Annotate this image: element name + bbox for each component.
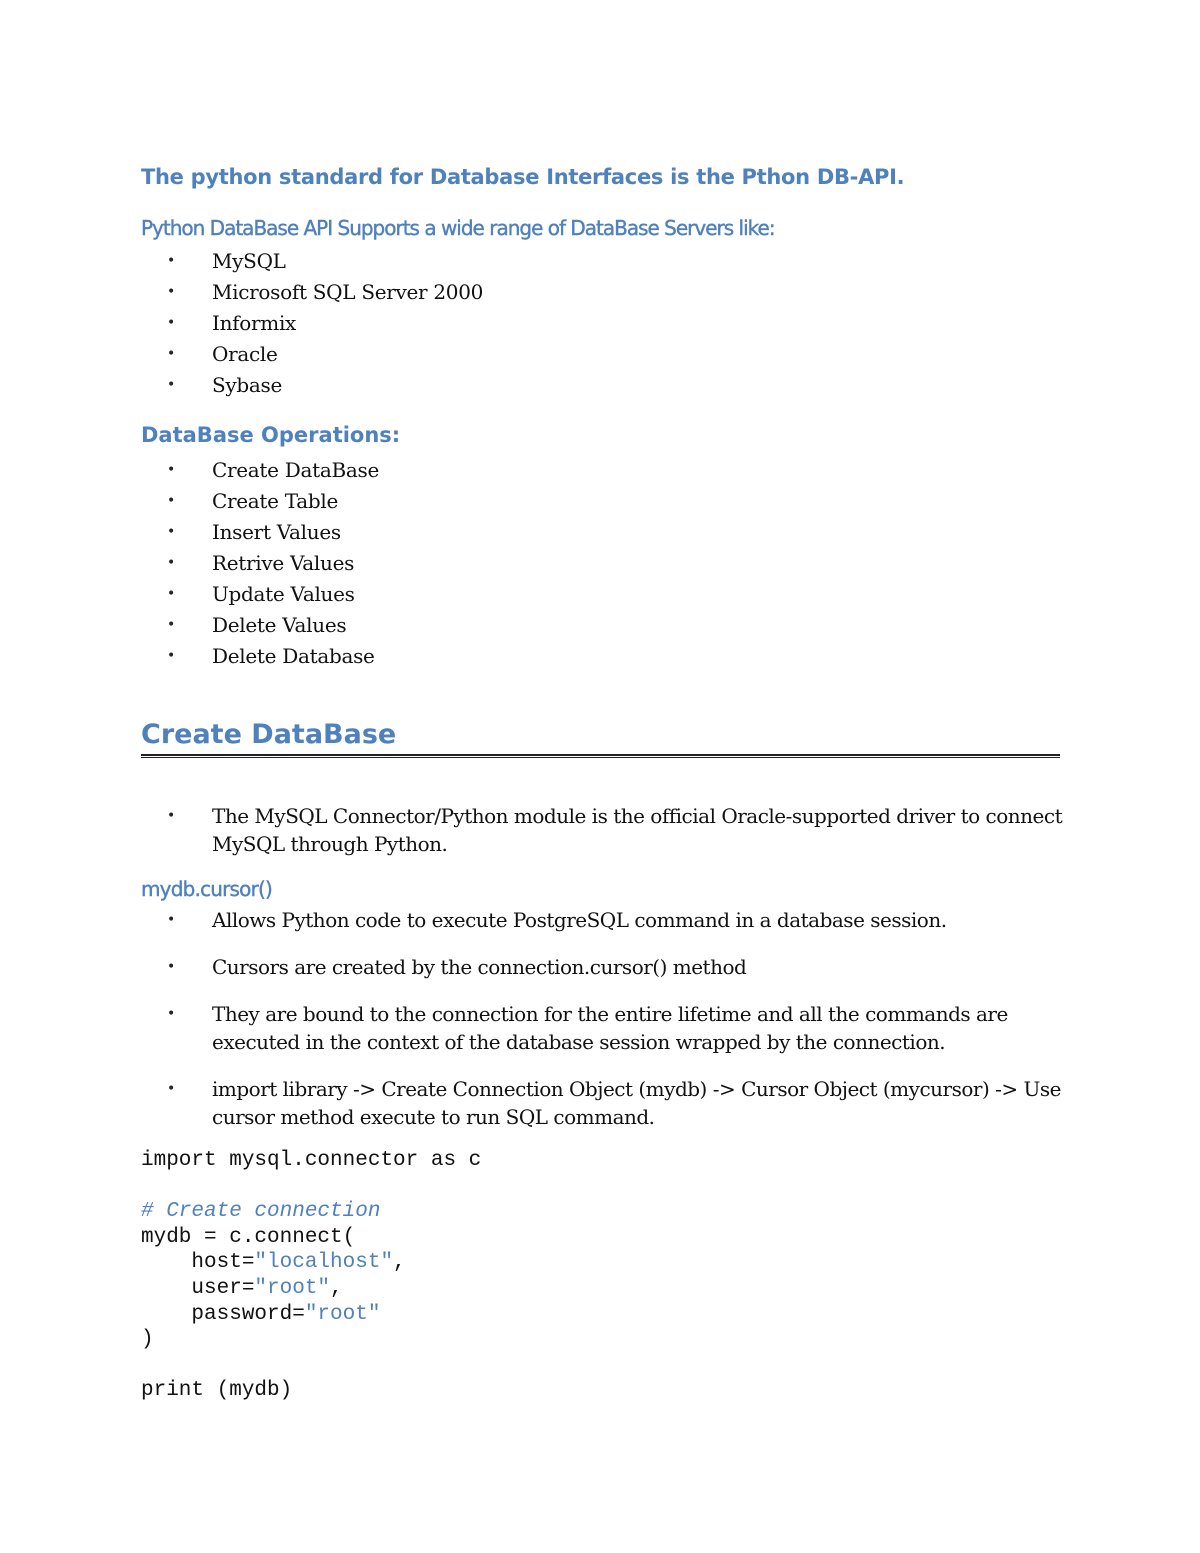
bullet-icon: • <box>167 808 175 824</box>
bullet-icon: • <box>167 493 175 509</box>
cursor-list <box>0 906 1072 1150</box>
servers-list <box>0 246 1072 401</box>
list-item: • Create Table <box>0 486 1072 517</box>
bullet-icon: • <box>167 912 175 928</box>
code-password-key: password= <box>141 1302 305 1326</box>
bullet-icon: • <box>167 1081 175 1097</box>
list-item: • They are bound to the connection for the entire lifetime and all the commands are executed in the context of the database session wrapped by the connection. <box>167 1002 1008 1054</box>
bullet-icon: • <box>167 346 175 362</box>
bullet-icon: • <box>167 586 175 602</box>
bullet-icon: • <box>167 462 175 478</box>
list-item: • The MySQL Connector/Python module is the official Oracle-supported driver to connect MySQL through Python. <box>167 804 1063 856</box>
bullet-icon: • <box>167 284 175 300</box>
list-item: • Insert Values <box>0 517 1072 548</box>
connector-list <box>0 802 1072 877</box>
operations-list <box>0 455 1072 672</box>
code-line-print: print (mydb) <box>141 1379 293 1403</box>
section-divider <box>141 754 1060 758</box>
list-item: • Create DataBase <box>0 455 1072 486</box>
code-line-import: import mysql.connector as c <box>141 1149 482 1172</box>
operations-heading: DataBase Operations: <box>141 423 401 447</box>
intro-title: The python standard for Database Interfaces is the Pthon DB-API. <box>141 165 905 189</box>
bullet-icon: • <box>167 377 175 393</box>
list-item: • Cursors are created by the connection.cursor() method <box>167 955 747 979</box>
code-close-paren: ) <box>141 1328 154 1352</box>
cursor-heading: mydb.cursor() <box>141 877 273 901</box>
list-item: • Oracle <box>0 339 1072 370</box>
bullet-icon: • <box>167 555 175 571</box>
bullet-icon: • <box>167 959 175 975</box>
bullet-icon: • <box>167 253 175 269</box>
bullet-icon: • <box>167 648 175 664</box>
list-item: • Delete Database <box>0 641 1072 672</box>
list-item: • Microsoft SQL Server 2000 <box>0 277 1072 308</box>
list-item: • import library -> Create Connection Object (mydb) -> Cursor Object (mycursor) -> Use cursor method execute to run SQL command. <box>167 1077 1061 1129</box>
bullet-icon: • <box>167 315 175 331</box>
list-item: • Sybase <box>0 370 1072 401</box>
code-user-key: user= <box>141 1276 255 1300</box>
list-item: • Update Values <box>0 579 1072 610</box>
servers-heading: Python DataBase API Supports a wide range of DataBase Servers like: <box>141 216 775 240</box>
code-line-connect: mydb = c.connect( <box>141 1225 356 1249</box>
section-title: Create DataBase <box>141 719 397 750</box>
list-item: • Allows Python code to execute PostgreSQL command in a database session. <box>167 908 947 932</box>
bullet-icon: • <box>167 524 175 540</box>
list-item: • Informix <box>0 308 1072 339</box>
code-comment: # Create connection <box>141 1200 381 1224</box>
list-item: • Retrive Values <box>0 548 1072 579</box>
code-user-value: "root" <box>254 1276 331 1300</box>
code-host-key: host= <box>141 1251 255 1275</box>
code-password-value: "root" <box>304 1302 381 1326</box>
code-host-value: "localhost" <box>254 1251 394 1275</box>
list-item: • MySQL <box>0 246 1072 277</box>
bullet-icon: • <box>167 617 175 633</box>
code-block: import mysql.connector as c # Create connection mydb = c.connect( host="localhost", user="root", password="root" ) print (mydb) <box>141 1149 482 1403</box>
list-item: • Delete Values <box>0 610 1072 641</box>
bullet-icon: • <box>167 1006 175 1022</box>
